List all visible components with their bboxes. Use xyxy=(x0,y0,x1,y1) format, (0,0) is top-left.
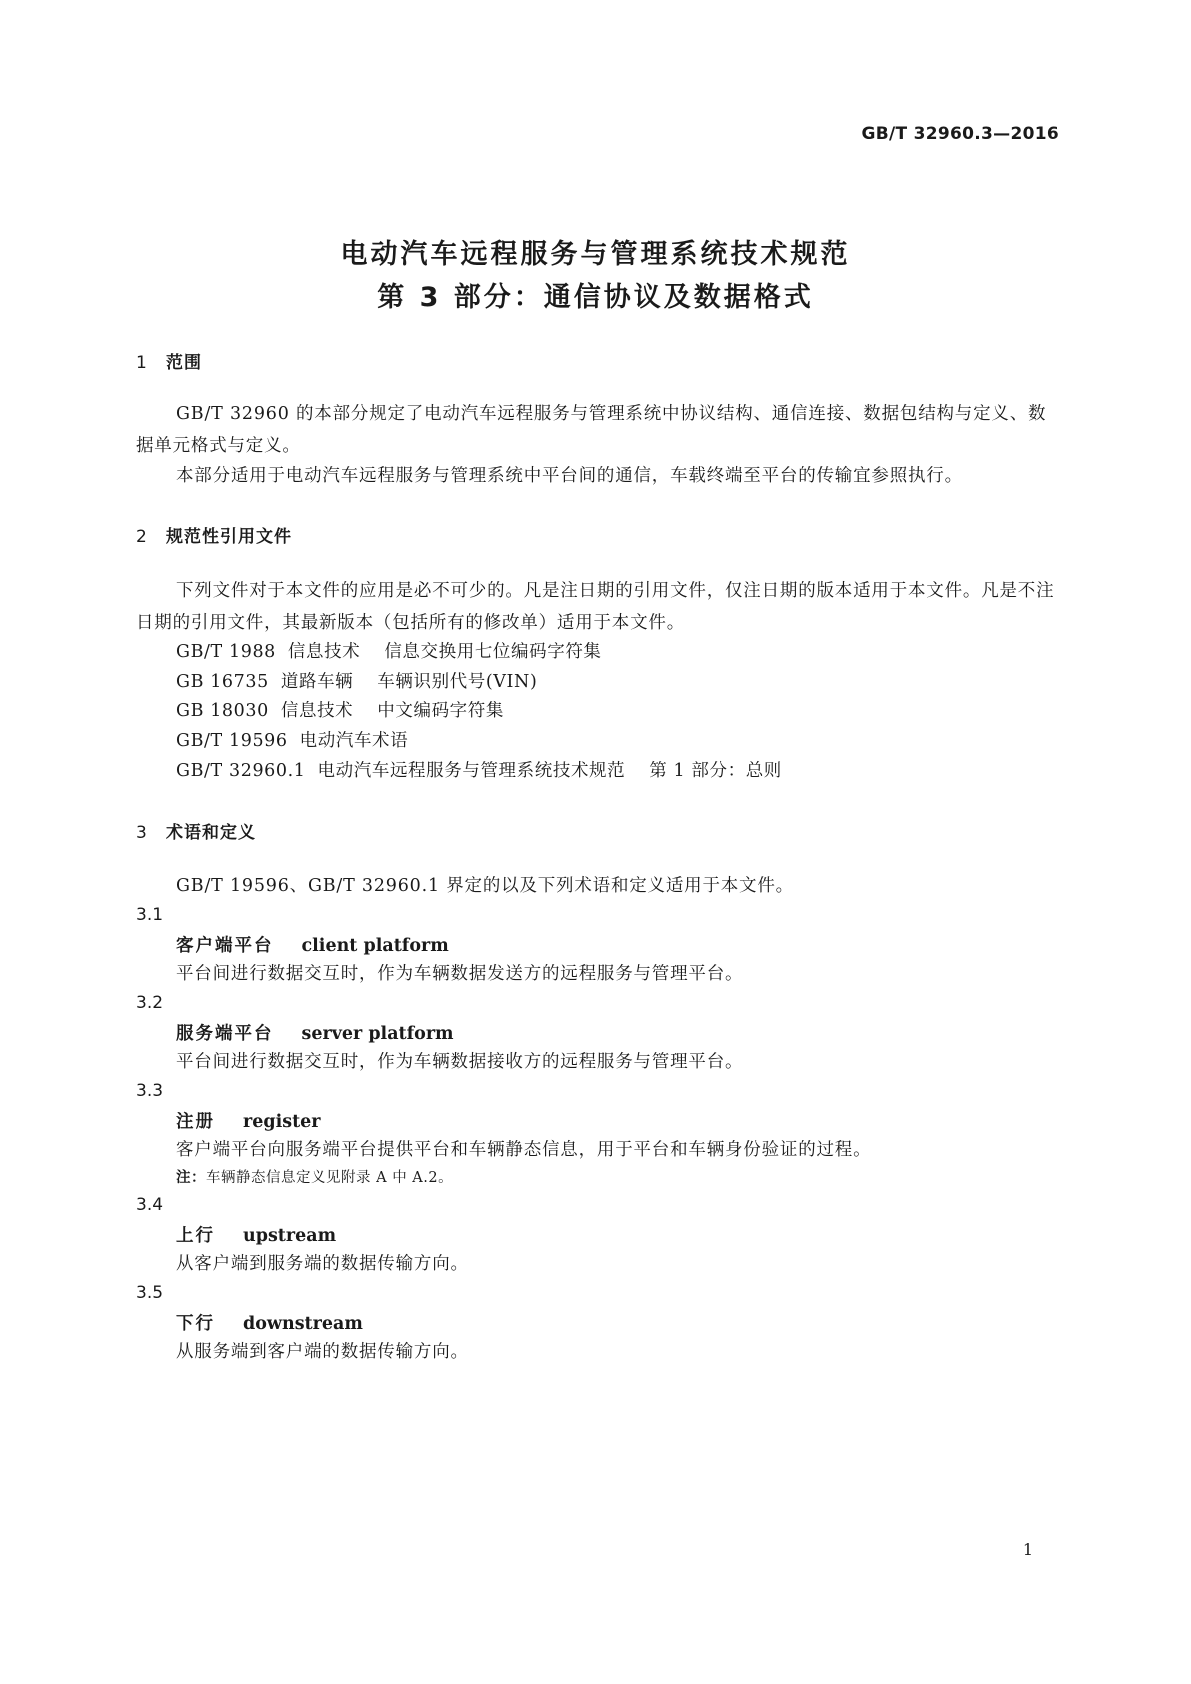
term-heading xyxy=(176,1222,336,1247)
section-title: 术语和定义 xyxy=(166,823,256,843)
reference-title-part: 电动汽车远程服务与管理系统技术规范 xyxy=(317,761,626,781)
term-number: 3.4 xyxy=(136,1195,164,1215)
reference-title-part: 第 1 部分：总则 xyxy=(649,761,782,781)
term-english: register xyxy=(243,1112,321,1132)
term-english: upstream xyxy=(243,1226,337,1246)
term-heading xyxy=(176,1310,363,1335)
term-heading xyxy=(176,1108,321,1133)
term-definition: 从客户端到服务端的数据传输方向。 xyxy=(176,1254,469,1274)
reference-title-part: 信息交换用七位编码字符集 xyxy=(384,642,602,662)
reference-item xyxy=(176,697,528,722)
reference-item xyxy=(176,668,561,693)
term-english: server platform xyxy=(301,1024,454,1044)
term-note xyxy=(176,1166,453,1187)
reference-item xyxy=(176,638,626,663)
section-title: 范围 xyxy=(166,353,202,373)
term-english: client platform xyxy=(301,936,449,956)
reference-item xyxy=(176,727,432,752)
term-heading xyxy=(176,932,449,957)
term-chinese: 上行 xyxy=(176,1226,215,1246)
reference-title-part: 信息技术 xyxy=(280,701,354,721)
term-number: 3.1 xyxy=(136,905,164,925)
term-chinese: 服务端平台 xyxy=(176,1024,274,1044)
term-chinese: 客户端平台 xyxy=(176,936,274,956)
section-1-heading xyxy=(136,348,202,373)
reference-code: GB/T 19596 xyxy=(176,731,288,751)
document-title-line2: 第 3 部分：通信协议及数据格式 xyxy=(377,282,814,313)
reference-code: GB 16735 xyxy=(176,672,269,692)
reference-code: GB/T 1988 xyxy=(176,642,276,662)
term-number: 3.2 xyxy=(136,993,164,1013)
reference-code: GB/T 32960.1 xyxy=(176,761,306,781)
reference-title-part: 道路车辆 xyxy=(280,672,354,692)
page-number: 1 xyxy=(1022,1540,1033,1559)
section-3-heading xyxy=(136,818,256,843)
document-title-line1: 电动汽车远程服务与管理系统技术规范 xyxy=(340,239,851,270)
term-chinese: 下行 xyxy=(176,1314,215,1334)
term-heading xyxy=(176,1020,454,1045)
section-1-paragraph-1: GB/T 32960 的本部分规定了电动汽车远程服务与管理系统中协议结构、通信连接、数据包结构与定义、数据单元格式与定义。 xyxy=(136,404,1047,456)
term-definition: 平台间进行数据交互时，作为车辆数据接收方的远程服务与管理平台。 xyxy=(176,1052,744,1072)
section-number: 3 xyxy=(136,823,148,843)
section-number: 2 xyxy=(136,527,148,547)
term-number: 3.5 xyxy=(136,1283,164,1303)
reference-title-part: 中文编码字符集 xyxy=(377,701,504,721)
reference-title-part: 信息技术 xyxy=(287,642,361,662)
section-3-intro: GB/T 19596、GB/T 32960.1 界定的以及下列术语和定义适用于本文件。 xyxy=(176,876,794,896)
note-label: 注： xyxy=(176,1170,206,1186)
reference-title-part: 车辆识别代号(VIN) xyxy=(377,672,538,692)
section-1-paragraph-2: 本部分适用于电动汽车远程服务与管理系统中平台间的通信，车载终端至平台的传输宜参照执行。 xyxy=(176,466,963,486)
reference-title-part: 电动汽车术语 xyxy=(299,731,409,751)
term-chinese: 注册 xyxy=(176,1112,215,1132)
section-number: 1 xyxy=(136,353,148,373)
term-english: downstream xyxy=(243,1314,363,1334)
term-definition: 客户端平台向服务端平台提供平台和车辆静态信息，用于平台和车辆身份验证的过程。 xyxy=(176,1140,872,1160)
reference-code: GB 18030 xyxy=(176,701,269,721)
term-number: 3.3 xyxy=(136,1081,164,1101)
term-definition: 从服务端到客户端的数据传输方向。 xyxy=(176,1342,469,1362)
section-2-intro: 下列文件对于本文件的应用是必不可少的。凡是注日期的引用文件，仅注日期的版本适用于本文件。凡是不注日期的引用文件，其最新版本（包括所有的修改单）适用于本文件。 xyxy=(136,581,1055,633)
reference-item xyxy=(176,757,806,782)
section-title: 规范性引用文件 xyxy=(166,527,292,547)
section-2-heading xyxy=(136,522,292,547)
note-text: 车辆静态信息定义见附录 A 中 A.2。 xyxy=(206,1170,454,1186)
term-definition: 平台间进行数据交互时，作为车辆数据发送方的远程服务与管理平台。 xyxy=(176,964,744,984)
standard-code: GB/T 32960.3—2016 xyxy=(861,124,1059,144)
